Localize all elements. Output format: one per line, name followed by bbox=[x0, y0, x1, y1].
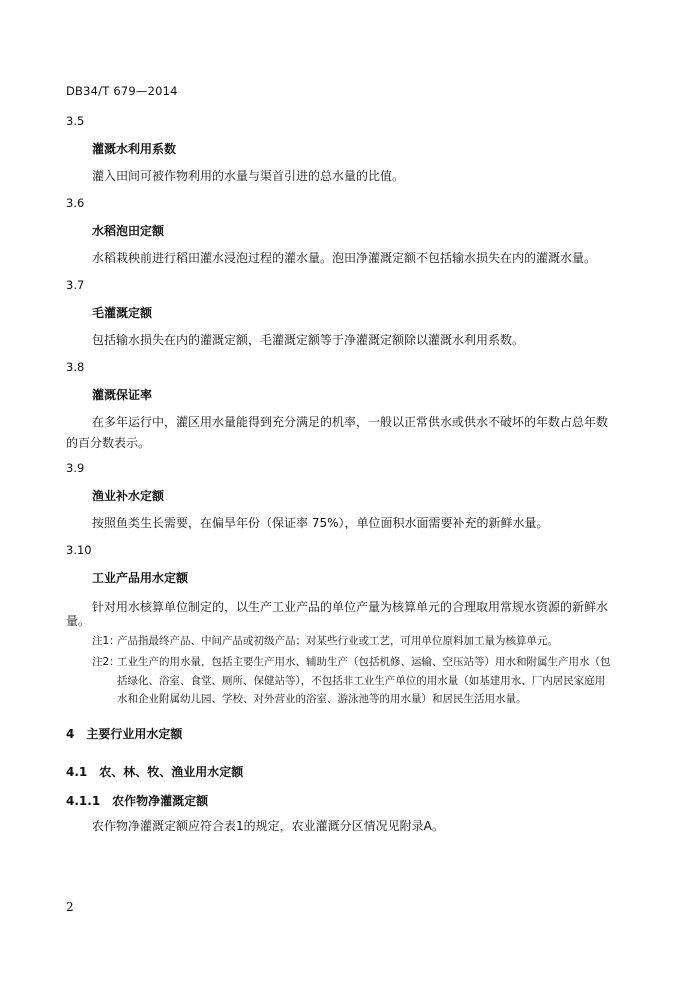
section-text: 农作物净灌溉定额应符合表1的规定，农业灌溉分区情况见附录A。 bbox=[92, 819, 444, 833]
term-definition: 包括输水损失在内的灌溉定额，毛灌溉定额等于净灌溉定额除以灌溉水利用系数。 bbox=[92, 333, 525, 347]
clause-number: 3.10 bbox=[66, 543, 92, 557]
subsubsection-heading: 4.1.1 农作物净灌溉定额 bbox=[66, 794, 209, 808]
term-title: 毛灌溉定额 bbox=[92, 306, 153, 320]
term-definition: 水稻栽秧前进行稻田灌水浸泡过程的灌水量。泡田净灌溉定额不包括输水损失在内的灌溉水量。 bbox=[92, 251, 597, 265]
term-definition-continued: 的百分数表示。 bbox=[66, 436, 151, 450]
term-definition: 在多年运行中，灌区用水量能得到充分满足的机率，一般以正常供水或供水不破坏的年数占总年数 bbox=[92, 415, 609, 429]
note-label: 注2： bbox=[92, 656, 120, 668]
term-title: 水稻泡田定额 bbox=[92, 224, 165, 238]
page-number: 2 bbox=[66, 900, 74, 914]
term-definition: 针对用水核算单位制定的，以生产工业产品的单位产量为核算单元的合理取用常规水资源的新鲜水 bbox=[92, 600, 609, 614]
note-text: 产品指最终产品、中间产品或初级产品；对某些行业或工艺，可用单位原料加工量为核算单元。 bbox=[117, 635, 558, 647]
note-text: 工业生产的用水量，包括主要生产用水、辅助生产（包括机修、运输、空压站等）用水和附属生产用水（包 bbox=[117, 656, 611, 668]
clause-number: 3.8 bbox=[66, 360, 85, 374]
term-title: 灌溉水利用系数 bbox=[92, 142, 177, 156]
term-definition: 按照鱼类生长需要，在偏旱年份（保证率 75%），单位面积水面需要补充的新鲜水量。 bbox=[92, 516, 549, 530]
note-text: 水和企业附属幼儿园、学校、对外营业的浴室、游泳池等的用水量）和居民生活用水量。 bbox=[117, 693, 527, 705]
clause-number: 3.9 bbox=[66, 461, 85, 475]
term-title: 渔业补水定额 bbox=[92, 489, 165, 503]
clause-number: 3.5 bbox=[66, 114, 85, 128]
term-title: 工业产品用水定额 bbox=[92, 571, 189, 585]
term-title: 灌溉保证率 bbox=[92, 388, 153, 402]
standard-code-header: DB34/T 679—2014 bbox=[66, 84, 178, 98]
section-heading: 4 主要行业用水定额 bbox=[66, 727, 183, 741]
note-text: 括绿化、浴室、食堂、厕所、保健站等），不包括非工业生产单位的用水量（如基建用水、厂内居民家庭用 bbox=[117, 675, 606, 687]
clause-number: 3.7 bbox=[66, 278, 85, 292]
subsection-heading: 4.1 农、林、牧、渔业用水定额 bbox=[66, 765, 244, 779]
term-definition: 灌入田间可被作物利用的水量与渠首引进的总水量的比值。 bbox=[92, 169, 405, 183]
clause-number: 3.6 bbox=[66, 196, 85, 210]
term-definition-continued: 量。 bbox=[66, 614, 91, 628]
note-label: 注1： bbox=[92, 635, 120, 647]
